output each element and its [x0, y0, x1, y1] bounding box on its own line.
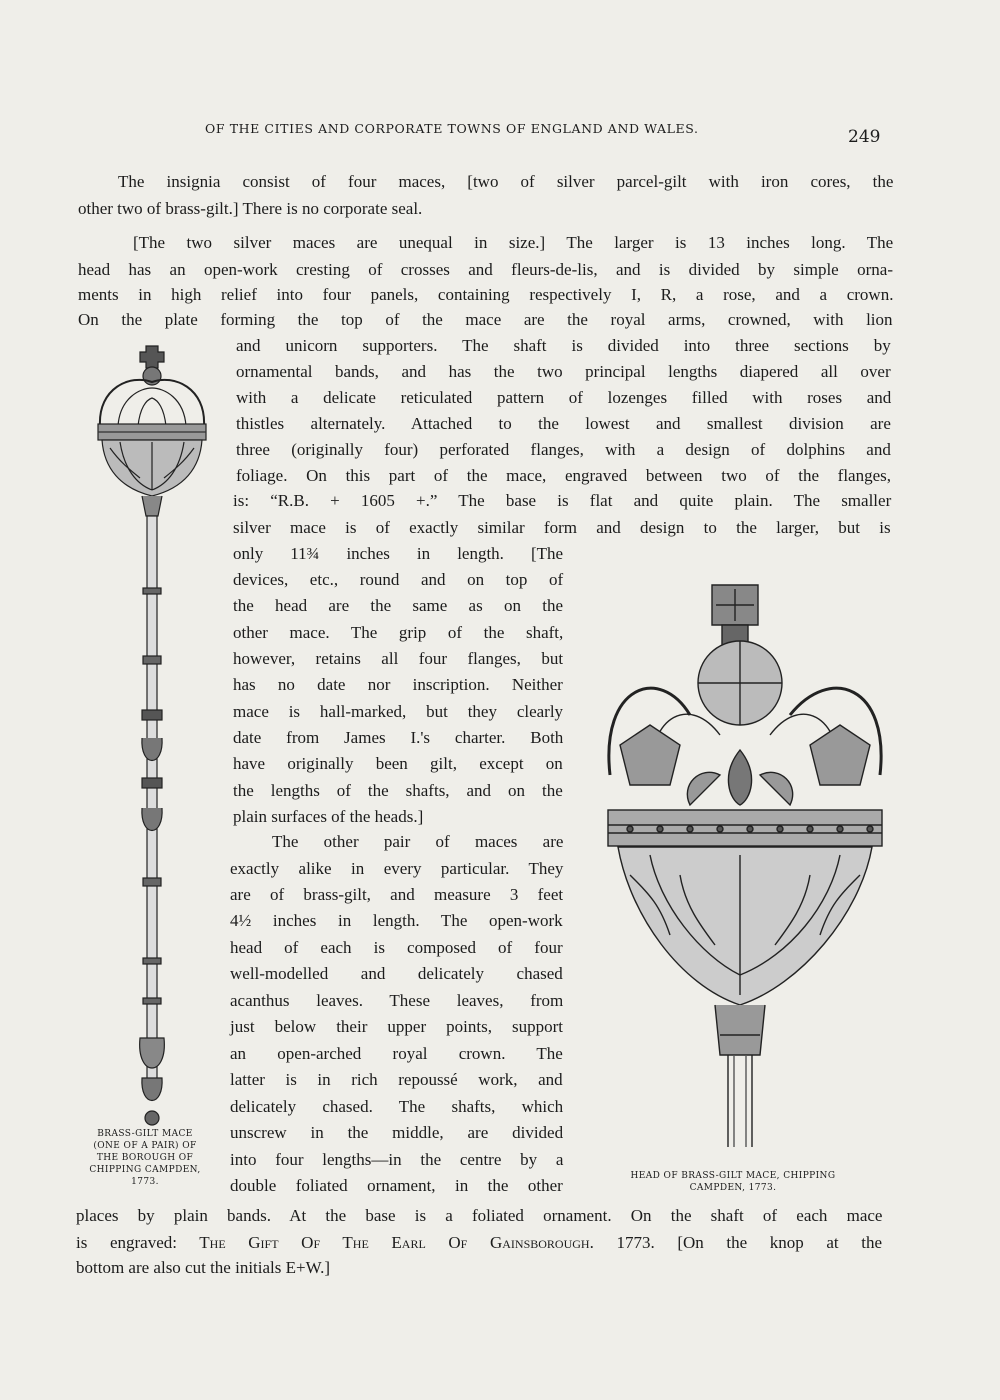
text-line [236, 336, 891, 356]
text-line-content: places by plain bands. At the base is a foliated ornament. On the shaft of each mace [76, 1206, 883, 1225]
caption-line: THE BOROUGH OF [96, 1153, 194, 1163]
text-line [233, 781, 563, 801]
text-line-content: plain surfaces of the heads.] [233, 807, 424, 826]
text-line [230, 964, 563, 984]
text-line-content: acanthus leaves. These leaves, from [230, 991, 564, 1010]
text-line-content: silver mace is of exactly similar form and design to the larger, but is [233, 518, 891, 537]
text-line-content: 4½ inches in length. The open-work [230, 911, 563, 930]
text-line [230, 885, 563, 905]
text-line [78, 260, 893, 280]
text-line [230, 1176, 563, 1196]
caption-line: CHIPPING CAMPDEN, [89, 1165, 201, 1175]
text-line-content: delicately chased. The shafts, which [230, 1097, 564, 1116]
caption-line: (ONE OF A PAIR) OF [93, 1141, 197, 1151]
text-line-content: other two of brass-gilt.] There is no corporate seal. [78, 199, 423, 218]
text-line-content: foliage. On this part of the mace, engraved between two of the flanges, [236, 466, 891, 485]
text-line-content: the head are the same as on the [233, 596, 563, 615]
text-line [230, 1017, 563, 1037]
text-line-content: double foliated ornament, in the other [230, 1176, 563, 1195]
text-line [233, 702, 563, 722]
text-line-content: The insignia consist of four maces, [two of silver parcel-gilt with iron cores, the [118, 172, 894, 191]
text-line-content: head has an open-work cresting of crosses and fleurs-de-lis, and is divided by simple orna- [78, 260, 893, 279]
caption-line: BRASS-GILT MACE [97, 1129, 193, 1139]
text-line [233, 544, 563, 564]
text-line [230, 1097, 563, 1117]
text-line [78, 310, 893, 330]
right-figure-caption [598, 1170, 868, 1194]
text-line-content: and unicorn supporters. The shaft is divided into three sections by [236, 336, 891, 355]
text-line-content: only 11¾ inches in length. [The [233, 544, 564, 563]
text-line-content: with a delicate reticulated pattern of lozenges filled with roses and [236, 388, 892, 407]
text-line-content: well-modelled and delicately chased [230, 964, 563, 983]
text-line [233, 728, 563, 748]
text-line-content: date from James I.'s charter. Both [233, 728, 564, 747]
text-line-content: devices, etc., round and on top of [233, 570, 564, 589]
caption-line: HEAD OF BRASS-GILT MACE, CHIPPING [630, 1171, 836, 1181]
text-line-content: just below their upper points, support [230, 1017, 564, 1036]
text-line [272, 832, 563, 852]
text-line-content: ornamental bands, and has the two principal lengths diapered all over [236, 362, 891, 381]
text-line [76, 1233, 882, 1253]
text-line [78, 285, 893, 305]
text-line [76, 1258, 330, 1278]
text-line-content: exactly alike in every particular. They [230, 859, 564, 878]
text-line [233, 570, 563, 590]
text-line-content: the lengths of the shafts, and on the [233, 781, 563, 800]
text-line [76, 1206, 882, 1226]
text-line [233, 649, 563, 669]
text-line [233, 491, 891, 511]
text-line-content: three (originally four) perforated flanges, with a design of dolphins and [236, 440, 891, 459]
text-line-content: is: “R.B. + 1605 +.” The base is flat and quite plain. The smaller [233, 491, 892, 510]
text-line-content: bottom are also cut the initials E+W.] [76, 1258, 330, 1277]
caption-line: 1773. [131, 1177, 159, 1187]
text-line-content: thistles alternately. Attached to the lowest and smallest division are [236, 414, 891, 433]
text-line [78, 199, 422, 219]
text-line [118, 172, 893, 192]
text-line-content: latter is in rich repoussé work, and [230, 1070, 563, 1089]
text-line [230, 859, 563, 879]
text-line [233, 754, 563, 774]
text-line-content: [The two silver maces are unequal in size.] The larger is 13 inches long. The [133, 233, 894, 252]
text-line-content: however, retains all four flanges, but [233, 649, 564, 668]
text-line-content: The other pair of maces are [272, 832, 564, 851]
text-line [230, 911, 563, 931]
text-line [236, 466, 891, 486]
text-line [236, 414, 891, 434]
text-line [230, 991, 563, 1011]
text-line [133, 233, 893, 253]
text-line-content: head of each is composed of four [230, 938, 563, 957]
text-line [236, 362, 891, 382]
text-line-content: into four lengths—in the centre by a [230, 1150, 564, 1169]
running-head: OF THE CITIES AND CORPORATE TOWNS OF ENGLAND AND WALES. [205, 121, 699, 136]
text-line [233, 596, 563, 616]
text-line [233, 623, 563, 643]
text-line [236, 388, 891, 408]
text-line-content: are of brass-gilt, and measure 3 feet [230, 885, 564, 904]
text-line [233, 518, 891, 538]
text-line [230, 1150, 563, 1170]
text-line-content: has no date nor inscription. Neither [233, 675, 563, 694]
left-figure-caption [70, 1128, 220, 1188]
mace-head-illustration [590, 575, 900, 1150]
page-number: 249 [848, 127, 881, 147]
mace-illustration [80, 338, 225, 1128]
text-line [230, 1044, 563, 1064]
inscription-text: The Gift Of The Earl Of Gainsborough. [176, 1233, 594, 1252]
text-line [236, 440, 891, 460]
text-line [230, 938, 563, 958]
text-line-content: ments in high relief into four panels, containing respectively I, R, a rose, and a crown. [78, 285, 894, 304]
text-line-content: have originally been gilt, except on [233, 754, 563, 773]
text-line [230, 1123, 563, 1143]
text-line [233, 807, 423, 827]
text-line [233, 675, 563, 695]
text-line [230, 1070, 563, 1090]
text-line-content: an open-arched royal crown. The [230, 1044, 563, 1063]
text-line-content: 1773. [On the knop at the [593, 1233, 882, 1252]
text-line-content: unscrew in the middle, are divided [230, 1123, 564, 1142]
text-line-content: other mace. The grip of the shaft, [233, 623, 564, 642]
text-line-content: On the plate forming the top of the mace are the royal arms, crowned, with lion [78, 310, 893, 329]
text-line-content: mace is hall-marked, but they clearly [233, 702, 564, 721]
caption-line: CAMPDEN, 1773. [689, 1183, 777, 1193]
text-line-content: is engraved: [76, 1233, 177, 1252]
